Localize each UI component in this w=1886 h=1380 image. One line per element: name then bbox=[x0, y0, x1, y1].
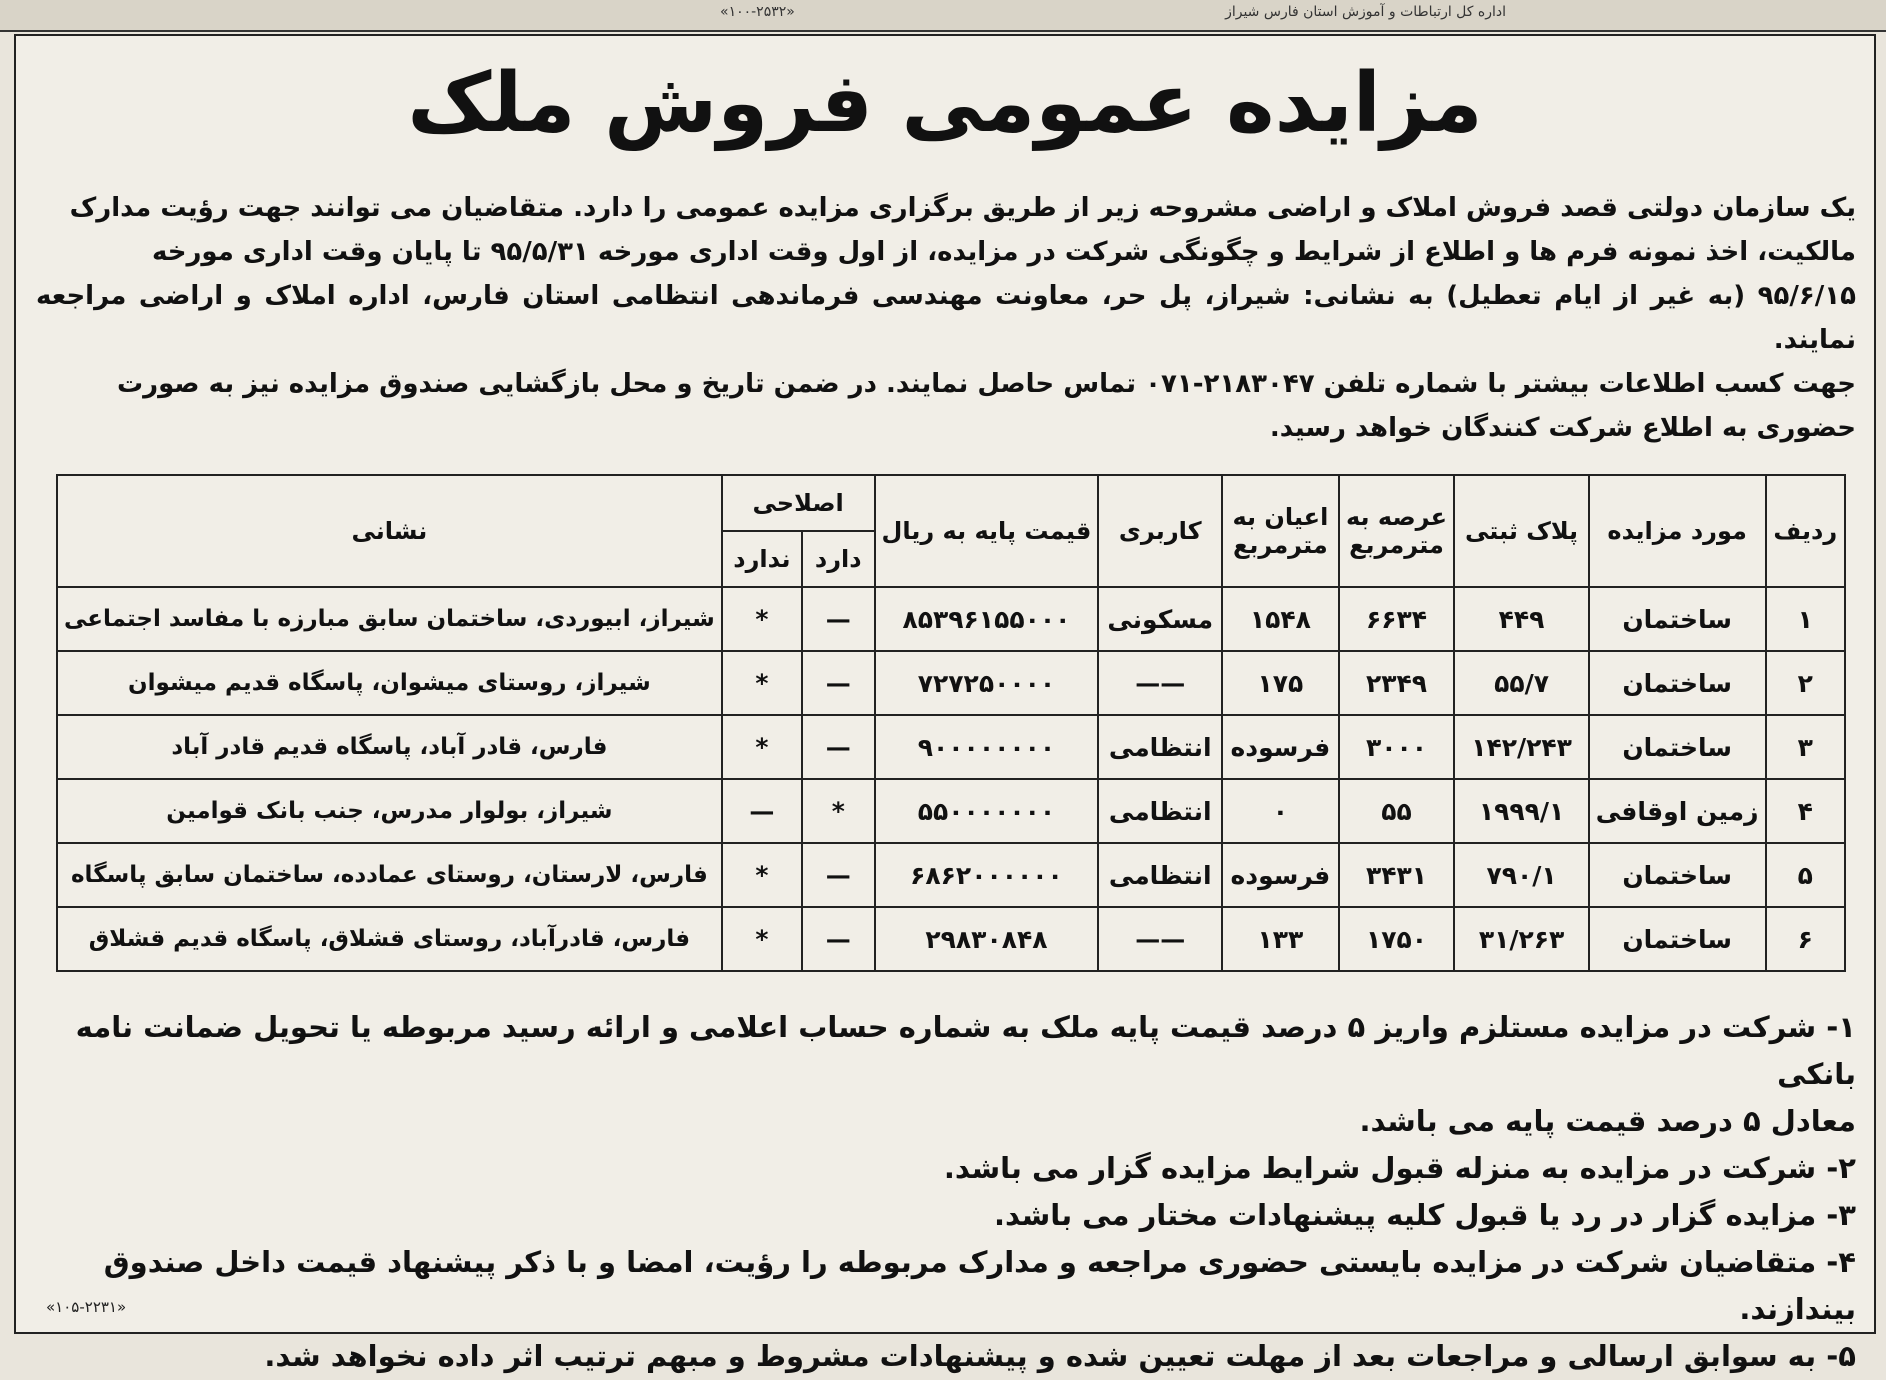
notice-sheet bbox=[14, 34, 1876, 1373]
cell-plate: ۴۴۹ bbox=[1454, 587, 1588, 651]
header-row: ردیف bbox=[1766, 475, 1845, 587]
cell-has-not: * bbox=[722, 843, 802, 907]
conditions-list bbox=[36, 1004, 1856, 1380]
table-row bbox=[57, 779, 1845, 843]
header-item: مورد مزایده bbox=[1589, 475, 1766, 587]
cell-land: ۵۵ bbox=[1339, 779, 1455, 843]
cell-address: فارس، قادرآباد، روستای قشلاق، پاسگاه قدیم قشلاق bbox=[57, 907, 722, 971]
cell-item: ساختمان bbox=[1589, 651, 1766, 715]
cell-land: ۲۳۴۹ bbox=[1339, 651, 1455, 715]
cell-price: ۲۹۸۳۰۸۴۸ bbox=[875, 907, 1099, 971]
cell-plate: ۳۱/۲۶۳ bbox=[1454, 907, 1588, 971]
cell-usage: مسکونی bbox=[1098, 587, 1222, 651]
cell-building: ۱۳۳ bbox=[1222, 907, 1339, 971]
cell-plate: ۱۹۹۹/۱ bbox=[1454, 779, 1588, 843]
cell-land: ۳۰۰۰ bbox=[1339, 715, 1455, 779]
cell-usage: انتظامی bbox=[1098, 843, 1222, 907]
cell-address: فارس، قادر آباد، پاسگاه قدیم قادر آباد bbox=[57, 715, 722, 779]
header-building-area: اعیان به مترمربع bbox=[1222, 475, 1339, 587]
cell-price: ۷۲۷۲۵۰۰۰۰ bbox=[875, 651, 1099, 715]
cell-address: شیراز، بولوار مدرس، جنب بانک قوامین bbox=[57, 779, 722, 843]
cell-building: ۱۷۵ bbox=[1222, 651, 1339, 715]
cell-item: ساختمان bbox=[1589, 907, 1766, 971]
condition-item: ۱- شرکت در مزایده مستلزم واریز ۵ درصد قیمت پایه ملک به شماره حساب اعلامی و ارائه رسید مربوطه یا تحویل ضمانت نامه بانکی bbox=[75, 1010, 1856, 1091]
cell-has-not: * bbox=[722, 651, 802, 715]
intro-line: جهت کسب اطلاعات بیشتر با شماره تلفن ۲۱۸۳۰۴۷-۰۷۱ تماس حاصل نمایند. در ضمن تاریخ و محل بازگشایی صندوق مزایده نیز به صورت bbox=[117, 369, 1856, 399]
header-usage: کاربری bbox=[1098, 475, 1222, 587]
cell-row: ۴ bbox=[1766, 779, 1845, 843]
condition-item: ۴- متقاضیان شرکت در مزایده بایستی حضوری مراجعه و مدارک مربوطه را رؤیت، امضا و با ذکر پیشنهاد قیمت داخل صندوق بیندازند. bbox=[103, 1245, 1856, 1326]
cell-usage: انتظامی bbox=[1098, 715, 1222, 779]
cell-price: ۸۵۳۹۶۱۵۵۰۰۰ bbox=[875, 587, 1099, 651]
cell-price: ۵۵۰۰۰۰۰۰۰ bbox=[875, 779, 1099, 843]
cell-has: — bbox=[802, 715, 875, 779]
cell-land: ۶۶۳۴ bbox=[1339, 587, 1455, 651]
cell-has: * bbox=[802, 779, 875, 843]
table-row bbox=[57, 843, 1845, 907]
cell-item: زمین اوقافی bbox=[1589, 779, 1766, 843]
cell-row: ۱ bbox=[1766, 587, 1845, 651]
cell-address: فارس، لارستان، روستای عمادده، ساختمان سابق پاسگاه bbox=[57, 843, 722, 907]
cell-has: — bbox=[802, 651, 875, 715]
cell-address: شیراز، ابیوردی، ساختمان سابق مبارزه با مفاسد اجتماعی bbox=[57, 587, 722, 651]
properties-table bbox=[56, 474, 1846, 972]
cell-price: ۹۰۰۰۰۰۰۰۰ bbox=[875, 715, 1099, 779]
table-row bbox=[57, 715, 1845, 779]
top-text: اداره کل ارتباطات و آموزش استان فارس شیراز bbox=[1225, 4, 1506, 20]
cell-address: شیراز، روستای میشوان، پاسگاه قدیم میشوان bbox=[57, 651, 722, 715]
table-row bbox=[57, 651, 1845, 715]
table-row bbox=[57, 907, 1845, 971]
table-row bbox=[57, 587, 1845, 651]
cell-building: فرسوده bbox=[1222, 715, 1339, 779]
header-has-not: ندارد bbox=[722, 531, 802, 587]
cell-usage: —— bbox=[1098, 651, 1222, 715]
cell-item: ساختمان bbox=[1589, 715, 1766, 779]
condition-item: ۲- شرکت در مزایده به منزله قبول شرایط مزایده گزار می باشد. bbox=[943, 1151, 1856, 1185]
top-strip bbox=[0, 0, 1886, 32]
cell-has-not: * bbox=[722, 907, 802, 971]
header-reform: اصلاحی bbox=[722, 475, 875, 531]
cell-plate: ۵۵/۷ bbox=[1454, 651, 1588, 715]
intro-line: ۹۵/۶/۱۵ (به غیر از ایام تعطیل) به نشانی: شیراز، پل حر، معاونت مهندسی فرماندهی انتظامی استان فارس، اداره املاک و اراضی مراجعه نمایند. bbox=[36, 281, 1856, 355]
cell-has: — bbox=[802, 587, 875, 651]
cell-has-not: * bbox=[722, 587, 802, 651]
cell-has-not: * bbox=[722, 715, 802, 779]
cell-has: — bbox=[802, 907, 875, 971]
condition-item: معادل ۵ درصد قیمت پایه می باشد. bbox=[1359, 1104, 1856, 1138]
footer-code: «۱۰۵-۲۲۳۱» bbox=[46, 1298, 127, 1316]
header-address: نشانی bbox=[57, 475, 722, 587]
cell-building: ۱۵۴۸ bbox=[1222, 587, 1339, 651]
cell-usage: انتظامی bbox=[1098, 779, 1222, 843]
intro-paragraph bbox=[36, 186, 1856, 450]
condition-item: ۳- مزایده گزار در رد یا قبول کلیه پیشنهادات مختار می باشد. bbox=[994, 1198, 1856, 1232]
cell-has: — bbox=[802, 843, 875, 907]
cell-has-not: — bbox=[722, 779, 802, 843]
cell-usage: —— bbox=[1098, 907, 1222, 971]
header-land-area: عرصه به مترمربع bbox=[1339, 475, 1455, 587]
header-base-price: قیمت پایه به ریال bbox=[875, 475, 1099, 587]
intro-line: یک سازمان دولتی قصد فروش املاک و اراضی مشروحه زیر از طریق برگزاری مزایده عمومی را دارد. متقاضیان می توانند جهت رؤیت مدارک bbox=[69, 193, 1856, 223]
cell-row: ۶ bbox=[1766, 907, 1845, 971]
header-plate: پلاک ثبتی bbox=[1454, 475, 1588, 587]
intro-line: مالکیت، اخذ نمونه فرم ها و اطلاع از شرایط و چگونگی شرکت در مزایده، از اول وقت اداری مورخه ۹۵/۵/۳۱ تا پایان وقت اداری مورخه bbox=[151, 237, 1856, 267]
cell-building: ۰ bbox=[1222, 779, 1339, 843]
intro-line: حضوری به اطلاع شرکت کنندگان خواهد رسید. bbox=[1269, 413, 1856, 443]
cell-row: ۳ bbox=[1766, 715, 1845, 779]
cell-row: ۵ bbox=[1766, 843, 1845, 907]
cell-price: ۶۸۶۲۰۰۰۰۰۰ bbox=[875, 843, 1099, 907]
notice-title: مزایده عمومی فروش ملک bbox=[407, 56, 1483, 151]
cell-land: ۱۷۵۰ bbox=[1339, 907, 1455, 971]
condition-item: ۵- به سوابق ارسالی و مراجعات بعد از مهلت تعیین شده و پیشنهادات مشروط و مبهم ترتیب اثر داده نخواهد شد. bbox=[264, 1339, 1856, 1373]
header-has: دارد bbox=[802, 531, 875, 587]
cell-row: ۲ bbox=[1766, 651, 1845, 715]
top-code: «۱۰۰-۲۵۳۲» bbox=[720, 4, 795, 20]
cell-building: فرسوده bbox=[1222, 843, 1339, 907]
cell-plate: ۷۹۰/۱ bbox=[1454, 843, 1588, 907]
cell-item: ساختمان bbox=[1589, 587, 1766, 651]
cell-plate: ۱۴۲/۲۴۳ bbox=[1454, 715, 1588, 779]
cell-item: ساختمان bbox=[1589, 843, 1766, 907]
cell-land: ۳۴۳۱ bbox=[1339, 843, 1455, 907]
